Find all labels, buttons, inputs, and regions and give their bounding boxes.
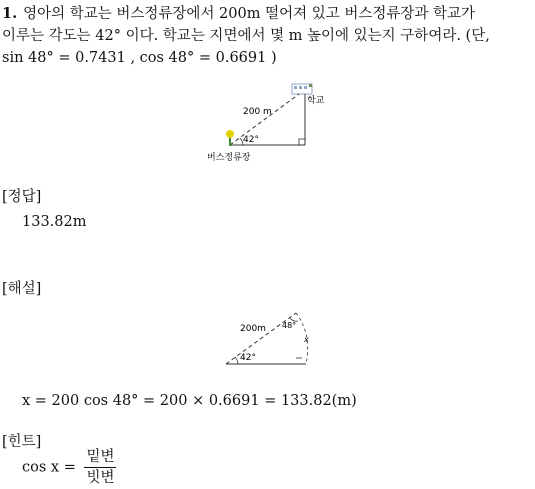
hint-fraction [84,448,116,487]
explanation-side-label: x [304,335,309,344]
problem-line-1-text: 영아의 학교는 버스정류장에서 200m 떨어져 있고 버스정류장과 학교가 [23,6,476,22]
problem-figure [195,80,345,165]
hint-denominator: 빗변 [86,470,115,486]
problem-line-3: sin 48° = 0.7431 , cos 48° = 0.6691 ) [2,50,277,66]
explanation-figure [218,308,318,370]
hint-label: [힌트] [2,434,42,450]
hint-lhs: cos x = [22,459,76,476]
answer-label: [정답] [2,189,42,205]
figure1-angle-label: 42° [243,135,259,145]
hint-formula [22,448,116,487]
problem-line-2: 이루는 각도는 42° 이다. 학교는 지면에서 몇 m 높이에 있는지 구하여라. (단, [2,28,490,44]
explanation-label: [해설] [2,281,42,297]
explanation-bottom-angle-arc [235,357,238,364]
bus-stop-icon [226,130,234,146]
figure1-hypotenuse-label: 200 m [243,107,272,117]
right-angle-mark [299,139,305,145]
problem-line-1 [2,3,490,25]
school-building-icon [292,84,312,94]
figure1-bottom-label: 버스정류장 [207,153,251,163]
explanation-formula: x = 200 cos 48° = 200 × 0.6691 = 133.82(m) [22,393,357,409]
hint-numerator: 밑변 [84,448,116,468]
problem-text [2,3,490,69]
figure1-top-label: 학교 [307,96,325,106]
explanation-hypotenuse-label: 200m [240,324,266,334]
answer-value: 133.82m [22,214,87,230]
explanation-bottom-angle-label: 42° [240,353,256,363]
problem-number: 1. [2,5,18,22]
explanation-top-angle-label: 48° [282,321,297,330]
hypotenuse-line [230,94,299,145]
